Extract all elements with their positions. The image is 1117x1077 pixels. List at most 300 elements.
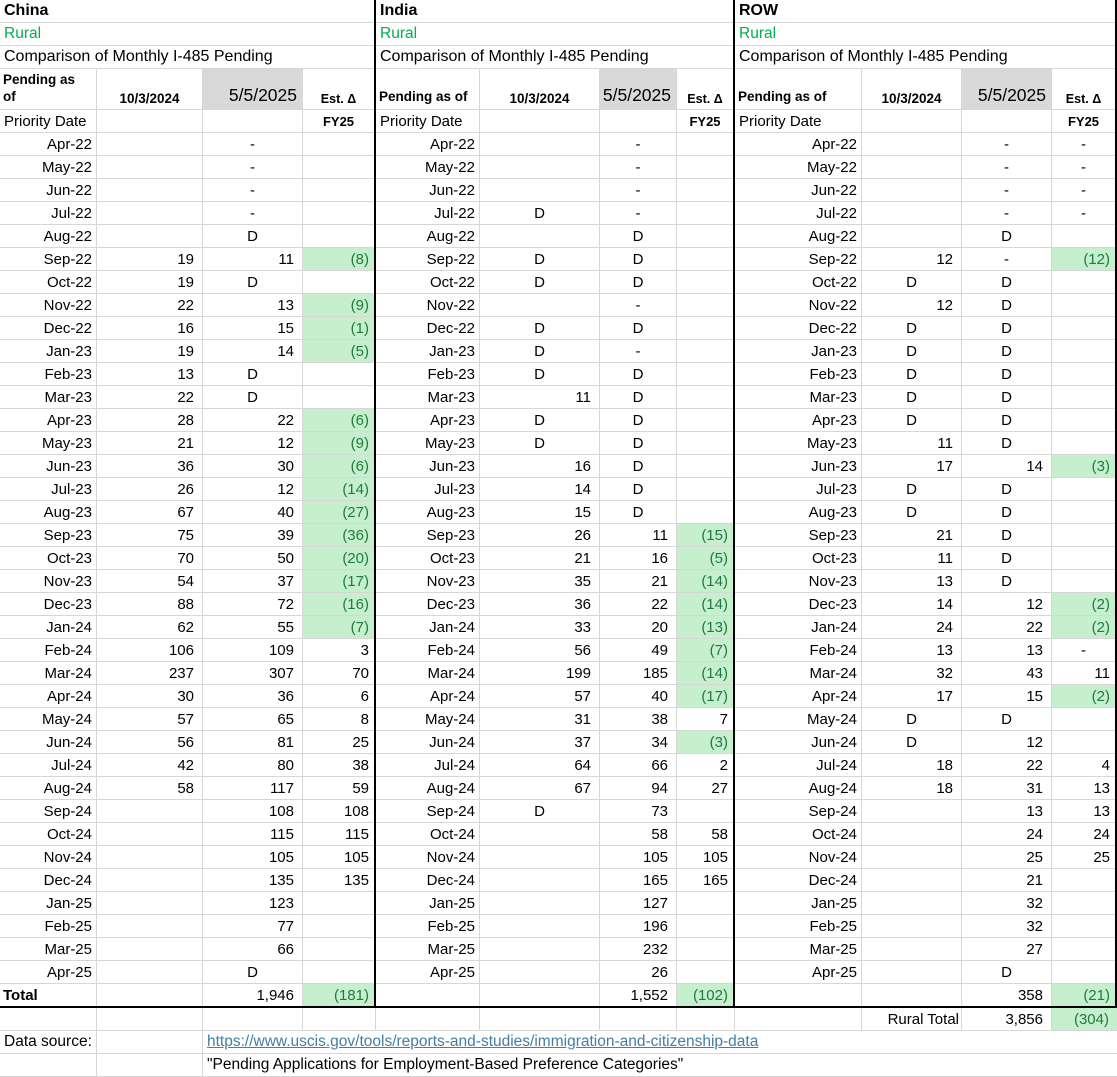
cell[interactable]: D xyxy=(600,455,677,478)
cell[interactable]: 26 xyxy=(97,478,203,501)
cell[interactable]: 66 xyxy=(203,938,303,961)
cell[interactable]: 72 xyxy=(203,593,303,616)
cell[interactable] xyxy=(303,179,374,202)
cell[interactable]: Oct-23 xyxy=(376,547,480,570)
cell[interactable] xyxy=(1052,478,1115,501)
cell[interactable]: 13 xyxy=(1052,777,1115,800)
cell[interactable]: Sep-24 xyxy=(735,800,862,823)
cell[interactable] xyxy=(677,478,733,501)
cell[interactable]: 108 xyxy=(203,800,303,823)
cell[interactable] xyxy=(1052,570,1115,593)
cell[interactable] xyxy=(677,386,733,409)
cell[interactable]: 36 xyxy=(480,593,600,616)
cell[interactable]: Apr-22 xyxy=(0,133,97,156)
rural-total-label[interactable]: Rural Total xyxy=(862,1008,962,1031)
cell[interactable]: Mar-24 xyxy=(735,662,862,685)
cell[interactable]: 13 xyxy=(862,639,962,662)
cell[interactable]: 24 xyxy=(962,823,1052,846)
cell[interactable]: Jul-22 xyxy=(0,202,97,225)
cell[interactable]: Sep-23 xyxy=(735,524,862,547)
cell[interactable] xyxy=(677,1008,735,1031)
cell[interactable]: 32 xyxy=(962,892,1052,915)
cell[interactable]: D xyxy=(600,225,677,248)
cell[interactable]: D xyxy=(962,547,1052,570)
cell[interactable]: 40 xyxy=(600,685,677,708)
cell[interactable]: Mar-23 xyxy=(376,386,480,409)
cell[interactable]: D xyxy=(862,409,962,432)
cell[interactable] xyxy=(677,455,733,478)
cell[interactable]: 307 xyxy=(203,662,303,685)
cell[interactable]: D xyxy=(600,248,677,271)
cell[interactable]: Dec-24 xyxy=(0,869,97,892)
cell[interactable] xyxy=(376,46,733,69)
cell[interactable]: 32 xyxy=(962,915,1052,938)
cell[interactable]: Aug-24 xyxy=(0,777,97,800)
cell[interactable] xyxy=(203,1008,303,1031)
cell[interactable]: 56 xyxy=(97,731,203,754)
cell[interactable]: - xyxy=(1052,179,1115,202)
cell[interactable]: May-23 xyxy=(0,432,97,455)
cell[interactable] xyxy=(97,869,203,892)
cell[interactable] xyxy=(480,938,600,961)
cell[interactable]: Nov-24 xyxy=(0,846,97,869)
cell[interactable]: 13 xyxy=(862,570,962,593)
cell[interactable] xyxy=(97,961,203,984)
cell[interactable]: 30 xyxy=(203,455,303,478)
cell[interactable]: 1,552 xyxy=(600,984,677,1006)
cell[interactable]: 6 xyxy=(303,685,374,708)
cell[interactable] xyxy=(97,938,203,961)
cell[interactable] xyxy=(862,823,962,846)
cell[interactable]: Nov-22 xyxy=(376,294,480,317)
cell[interactable]: 12 xyxy=(203,478,303,501)
cell[interactable]: 1,946 xyxy=(203,984,303,1006)
cell[interactable]: 13 xyxy=(97,363,203,386)
fy25-header[interactable]: FY25 xyxy=(677,110,733,133)
cell[interactable]: Oct-24 xyxy=(0,823,97,846)
cell[interactable] xyxy=(303,363,374,386)
cell[interactable] xyxy=(303,915,374,938)
cell[interactable] xyxy=(1052,524,1115,547)
cell[interactable]: 40 xyxy=(203,501,303,524)
cell[interactable]: Sep-22 xyxy=(735,248,862,271)
cell[interactable]: Aug-23 xyxy=(735,501,862,524)
cell[interactable] xyxy=(677,501,733,524)
cell[interactable] xyxy=(97,800,203,823)
cell[interactable]: Jan-23 xyxy=(735,340,862,363)
cell[interactable]: Aug-22 xyxy=(0,225,97,248)
cell[interactable]: 94 xyxy=(600,777,677,800)
cell[interactable]: - xyxy=(1052,133,1115,156)
cell[interactable] xyxy=(303,961,374,984)
cell[interactable]: - xyxy=(962,248,1052,271)
cell[interactable]: 37 xyxy=(480,731,600,754)
cell[interactable]: (2) xyxy=(1052,593,1115,616)
cell[interactable]: 16 xyxy=(600,547,677,570)
cell[interactable]: 127 xyxy=(600,892,677,915)
cell[interactable] xyxy=(1052,225,1115,248)
cell[interactable] xyxy=(97,1031,203,1054)
cell[interactable]: (14) xyxy=(677,593,733,616)
cell[interactable]: 42 xyxy=(97,754,203,777)
cell[interactable]: 25 xyxy=(1052,846,1115,869)
cell[interactable]: 165 xyxy=(600,869,677,892)
cell[interactable]: (9) xyxy=(303,294,374,317)
cell[interactable]: D xyxy=(962,570,1052,593)
cell[interactable] xyxy=(376,1008,480,1031)
cell[interactable] xyxy=(480,984,600,1006)
cell[interactable] xyxy=(862,846,962,869)
cell[interactable]: D xyxy=(480,432,600,455)
cell[interactable] xyxy=(862,892,962,915)
cell[interactable]: 38 xyxy=(303,754,374,777)
cell[interactable]: 32 xyxy=(862,662,962,685)
cell[interactable]: 75 xyxy=(97,524,203,547)
cell[interactable] xyxy=(677,179,733,202)
cell[interactable]: Apr-22 xyxy=(735,133,862,156)
cell[interactable]: - xyxy=(600,133,677,156)
cell[interactable]: 4 xyxy=(1052,754,1115,777)
priority-date-header[interactable]: Priority Date xyxy=(376,110,480,133)
cell[interactable]: Oct-24 xyxy=(735,823,862,846)
cell[interactable]: 21 xyxy=(600,570,677,593)
cell[interactable] xyxy=(97,915,203,938)
cell[interactable]: 7 xyxy=(677,708,733,731)
cell[interactable]: 105 xyxy=(203,846,303,869)
cell[interactable] xyxy=(97,202,203,225)
cell[interactable]: (21) xyxy=(1052,984,1115,1006)
cell[interactable]: 358 xyxy=(962,984,1052,1006)
cell[interactable]: - xyxy=(600,340,677,363)
cell[interactable]: (12) xyxy=(1052,248,1115,271)
cell[interactable] xyxy=(677,225,733,248)
cell[interactable]: 19 xyxy=(97,271,203,294)
cell[interactable]: 237 xyxy=(97,662,203,685)
cell[interactable]: Dec-22 xyxy=(735,317,862,340)
cell[interactable]: D xyxy=(862,386,962,409)
cell[interactable]: 81 xyxy=(203,731,303,754)
cell[interactable]: Oct-22 xyxy=(735,271,862,294)
cell[interactable]: D xyxy=(962,524,1052,547)
cell[interactable] xyxy=(735,23,1115,46)
cell[interactable] xyxy=(97,1054,203,1077)
cell[interactable]: D xyxy=(862,271,962,294)
cell[interactable]: Sep-23 xyxy=(0,524,97,547)
cell[interactable]: Jun-23 xyxy=(0,455,97,478)
cell[interactable] xyxy=(303,1008,376,1031)
cell[interactable]: 56 xyxy=(480,639,600,662)
cell[interactable]: Apr-24 xyxy=(0,685,97,708)
cell[interactable]: 22 xyxy=(97,294,203,317)
cell[interactable]: 15 xyxy=(962,685,1052,708)
cell[interactable]: Mar-24 xyxy=(376,662,480,685)
cell[interactable]: Oct-23 xyxy=(735,547,862,570)
cell[interactable]: Jan-24 xyxy=(0,616,97,639)
cell[interactable]: 12 xyxy=(862,294,962,317)
source-quote[interactable]: "Pending Applications for Employment-Based Preference Categories" xyxy=(203,1054,1117,1077)
cell[interactable]: 12 xyxy=(962,593,1052,616)
cell[interactable] xyxy=(862,869,962,892)
cell[interactable]: Apr-22 xyxy=(376,133,480,156)
cell[interactable]: Feb-24 xyxy=(735,639,862,662)
cell[interactable] xyxy=(97,225,203,248)
cell[interactable]: D xyxy=(962,501,1052,524)
est-delta-header[interactable]: Est. Δ xyxy=(677,69,733,110)
cell[interactable]: Oct-22 xyxy=(0,271,97,294)
cell[interactable]: Mar-24 xyxy=(0,662,97,685)
cell[interactable] xyxy=(97,179,203,202)
cell[interactable]: (9) xyxy=(303,432,374,455)
cell[interactable] xyxy=(677,432,733,455)
cell[interactable]: 11 xyxy=(862,547,962,570)
cell[interactable] xyxy=(203,1031,1117,1054)
cell[interactable]: Jul-22 xyxy=(735,202,862,225)
cell[interactable]: 34 xyxy=(600,731,677,754)
cell[interactable]: 196 xyxy=(600,915,677,938)
cell[interactable]: 58 xyxy=(600,823,677,846)
cell[interactable]: 105 xyxy=(600,846,677,869)
cell[interactable]: D xyxy=(962,432,1052,455)
cell[interactable]: Jul-24 xyxy=(735,754,862,777)
cell[interactable]: D xyxy=(862,708,962,731)
cell[interactable]: 73 xyxy=(600,800,677,823)
date-2025-header[interactable]: 5/5/2025 xyxy=(962,69,1052,110)
cell[interactable] xyxy=(677,317,733,340)
cell[interactable] xyxy=(677,409,733,432)
cell[interactable] xyxy=(1052,708,1115,731)
cell[interactable] xyxy=(862,110,962,133)
cell[interactable]: Jul-23 xyxy=(0,478,97,501)
cell[interactable]: - xyxy=(962,156,1052,179)
cell[interactable]: 22 xyxy=(203,409,303,432)
cell[interactable]: D xyxy=(480,271,600,294)
cell[interactable]: Nov-23 xyxy=(735,570,862,593)
cell[interactable]: D xyxy=(600,386,677,409)
cell[interactable] xyxy=(480,156,600,179)
cell[interactable] xyxy=(480,179,600,202)
cell[interactable]: 36 xyxy=(203,685,303,708)
cell[interactable]: Mar-23 xyxy=(735,386,862,409)
cell[interactable]: 115 xyxy=(303,823,374,846)
cell[interactable] xyxy=(862,156,962,179)
cell[interactable]: (8) xyxy=(303,248,374,271)
est-delta-header[interactable]: Est. Δ xyxy=(1052,69,1115,110)
cell[interactable] xyxy=(862,225,962,248)
cell[interactable]: Jan-25 xyxy=(0,892,97,915)
cell[interactable]: D xyxy=(600,478,677,501)
cell[interactable]: D xyxy=(203,225,303,248)
rural-total-delta[interactable]: (304) xyxy=(1052,1008,1117,1031)
cell[interactable]: D xyxy=(600,271,677,294)
cell[interactable]: - xyxy=(962,179,1052,202)
cell[interactable]: 185 xyxy=(600,662,677,685)
cell[interactable]: 3 xyxy=(303,639,374,662)
cell[interactable]: Oct-23 xyxy=(0,547,97,570)
cell[interactable] xyxy=(862,133,962,156)
pending-as-of-header[interactable]: Pending as of xyxy=(735,69,862,110)
cell[interactable]: (13) xyxy=(677,616,733,639)
cell[interactable]: (6) xyxy=(303,455,374,478)
cell[interactable] xyxy=(677,156,733,179)
cell[interactable] xyxy=(480,869,600,892)
cell[interactable]: D xyxy=(480,363,600,386)
source-link[interactable]: https://www.uscis.gov/tools/reports-and-studies/immigration-and-citizenship-data xyxy=(207,1033,759,1050)
cell[interactable] xyxy=(862,179,962,202)
cell[interactable]: Nov-23 xyxy=(376,570,480,593)
cell[interactable]: 14 xyxy=(203,340,303,363)
cell[interactable]: D xyxy=(480,340,600,363)
cell[interactable]: Jul-24 xyxy=(0,754,97,777)
cell[interactable]: D xyxy=(203,363,303,386)
cell[interactable]: 31 xyxy=(962,777,1052,800)
cell[interactable] xyxy=(480,133,600,156)
cell[interactable]: 67 xyxy=(480,777,600,800)
cell[interactable]: D xyxy=(600,501,677,524)
cell[interactable]: D xyxy=(480,248,600,271)
cell[interactable] xyxy=(862,800,962,823)
cell[interactable]: 54 xyxy=(97,570,203,593)
cell[interactable]: 59 xyxy=(303,777,374,800)
cell[interactable]: 117 xyxy=(203,777,303,800)
cell[interactable]: Apr-23 xyxy=(376,409,480,432)
cell[interactable]: (3) xyxy=(677,731,733,754)
cell[interactable] xyxy=(1052,294,1115,317)
cell[interactable]: D xyxy=(962,961,1052,984)
cell[interactable] xyxy=(480,915,600,938)
cell[interactable] xyxy=(303,133,374,156)
cell[interactable]: 11 xyxy=(1052,662,1115,685)
cell[interactable]: 30 xyxy=(97,685,203,708)
cell[interactable]: (36) xyxy=(303,524,374,547)
cell[interactable]: Dec-23 xyxy=(376,593,480,616)
cell[interactable] xyxy=(677,800,733,823)
cell[interactable]: Dec-22 xyxy=(376,317,480,340)
cell[interactable]: (3) xyxy=(1052,455,1115,478)
cell[interactable]: Apr-24 xyxy=(376,685,480,708)
cell[interactable]: 77 xyxy=(203,915,303,938)
cell[interactable]: Dec-23 xyxy=(735,593,862,616)
cell[interactable] xyxy=(303,202,374,225)
cell[interactable] xyxy=(0,1008,97,1031)
pending-as-of-header[interactable]: Pending as of xyxy=(376,69,480,110)
cell[interactable]: D xyxy=(962,225,1052,248)
cell[interactable]: 39 xyxy=(203,524,303,547)
cell[interactable] xyxy=(735,0,1115,23)
cell[interactable] xyxy=(862,984,962,1006)
cell[interactable] xyxy=(735,1008,862,1031)
cell[interactable]: Jan-24 xyxy=(376,616,480,639)
cell[interactable] xyxy=(97,156,203,179)
cell[interactable]: - xyxy=(203,179,303,202)
cell[interactable]: - xyxy=(203,133,303,156)
cell[interactable]: - xyxy=(600,202,677,225)
cell[interactable]: May-22 xyxy=(0,156,97,179)
cell[interactable] xyxy=(677,133,733,156)
cell[interactable]: Jun-23 xyxy=(376,455,480,478)
cell[interactable] xyxy=(376,984,480,1006)
cell[interactable]: D xyxy=(862,501,962,524)
priority-date-header[interactable]: Priority Date xyxy=(0,110,97,133)
cell[interactable]: May-23 xyxy=(376,432,480,455)
cell[interactable] xyxy=(1052,731,1115,754)
cell[interactable]: 199 xyxy=(480,662,600,685)
cell[interactable] xyxy=(735,46,1115,69)
cell[interactable]: Jun-23 xyxy=(735,455,862,478)
cell[interactable] xyxy=(303,938,374,961)
cell[interactable] xyxy=(97,110,203,133)
cell[interactable]: (2) xyxy=(1052,616,1115,639)
cell[interactable]: (6) xyxy=(303,409,374,432)
cell[interactable]: 109 xyxy=(203,639,303,662)
cell[interactable]: D xyxy=(480,409,600,432)
cell[interactable]: 26 xyxy=(600,961,677,984)
cell[interactable]: Feb-25 xyxy=(0,915,97,938)
cell[interactable]: 11 xyxy=(862,432,962,455)
cell[interactable] xyxy=(677,294,733,317)
cell[interactable]: Feb-23 xyxy=(0,363,97,386)
cell[interactable]: Aug-22 xyxy=(376,225,480,248)
cell[interactable]: Jun-22 xyxy=(735,179,862,202)
cell[interactable]: 13 xyxy=(1052,800,1115,823)
cell[interactable] xyxy=(376,0,733,23)
cell[interactable]: May-24 xyxy=(376,708,480,731)
cell[interactable]: 22 xyxy=(97,386,203,409)
cell[interactable]: Jun-24 xyxy=(735,731,862,754)
cell[interactable] xyxy=(1052,869,1115,892)
cell[interactable]: Jan-23 xyxy=(376,340,480,363)
cell[interactable] xyxy=(480,1008,600,1031)
cell[interactable]: D xyxy=(480,317,600,340)
cell[interactable] xyxy=(600,1008,677,1031)
cell[interactable]: D xyxy=(480,800,600,823)
cell[interactable]: Aug-23 xyxy=(0,501,97,524)
cell[interactable]: Apr-24 xyxy=(735,685,862,708)
cell[interactable]: Jun-24 xyxy=(0,731,97,754)
cell[interactable]: 12 xyxy=(962,731,1052,754)
cell[interactable]: 37 xyxy=(203,570,303,593)
cell[interactable]: Mar-25 xyxy=(0,938,97,961)
cell[interactable] xyxy=(735,984,862,1006)
cell[interactable]: (16) xyxy=(303,593,374,616)
cell[interactable]: (1) xyxy=(303,317,374,340)
cell[interactable]: Dec-23 xyxy=(0,593,97,616)
cell[interactable]: 62 xyxy=(97,616,203,639)
cell[interactable] xyxy=(0,23,374,46)
cell[interactable]: (102) xyxy=(677,984,733,1006)
cell[interactable] xyxy=(1052,317,1115,340)
cell[interactable]: Aug-24 xyxy=(735,777,862,800)
cell[interactable] xyxy=(1052,915,1115,938)
cell[interactable]: 26 xyxy=(480,524,600,547)
cell[interactable]: 19 xyxy=(97,340,203,363)
cell[interactable]: (5) xyxy=(303,340,374,363)
cell[interactable]: D xyxy=(600,317,677,340)
cell[interactable] xyxy=(1052,547,1115,570)
cell[interactable]: Dec-24 xyxy=(735,869,862,892)
cell[interactable]: Mar-25 xyxy=(376,938,480,961)
cell[interactable]: 106 xyxy=(97,639,203,662)
cell[interactable]: Feb-24 xyxy=(376,639,480,662)
cell[interactable] xyxy=(862,938,962,961)
cell[interactable]: 18 xyxy=(862,754,962,777)
cell[interactable]: 22 xyxy=(962,754,1052,777)
cell[interactable]: 18 xyxy=(862,777,962,800)
cell[interactable]: 13 xyxy=(962,800,1052,823)
cell[interactable]: 19 xyxy=(97,248,203,271)
cell[interactable]: 65 xyxy=(203,708,303,731)
date-2025-header[interactable]: 5/5/2025 xyxy=(600,69,677,110)
cell[interactable]: Mar-23 xyxy=(0,386,97,409)
